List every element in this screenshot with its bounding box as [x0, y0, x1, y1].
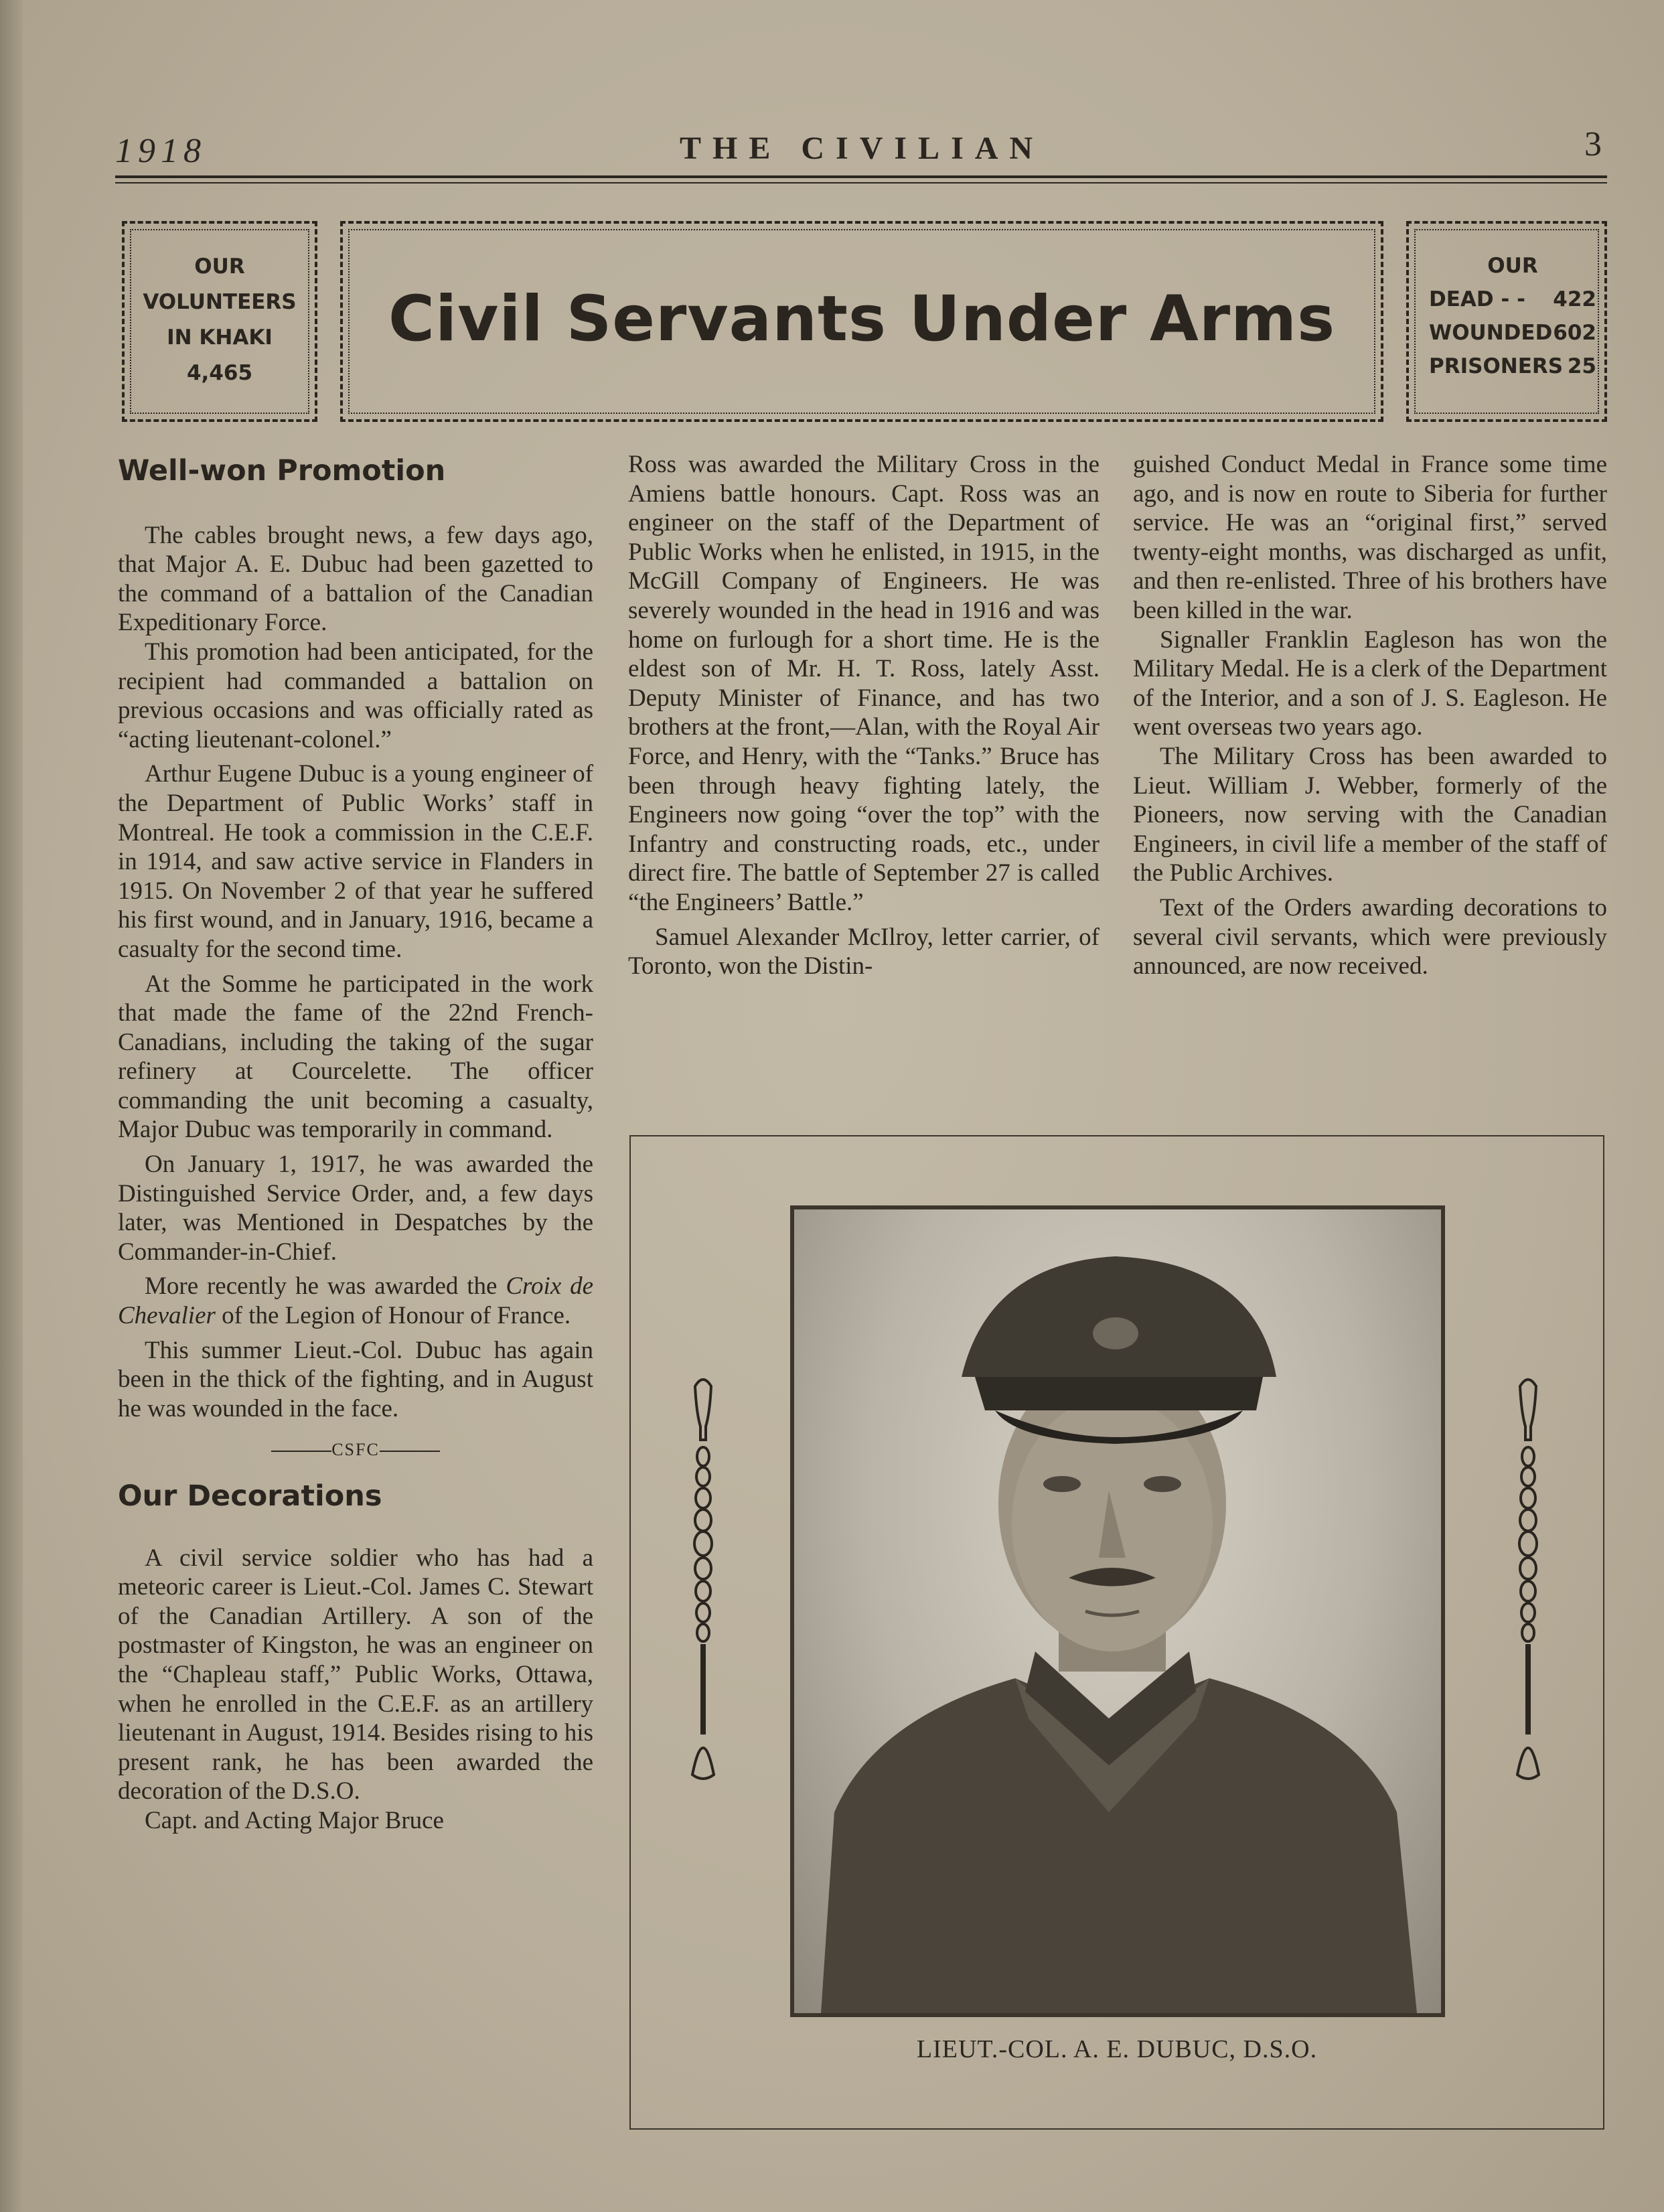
ornament-left-icon — [683, 1373, 723, 1788]
stat-row-prisoners — [1429, 350, 1596, 383]
photo-caption: LIEUT.-COL. A. E. DUBUC, D.S.O. — [916, 2035, 1318, 2063]
article-paragraph-legion: More recently he was awarded the Croix de Chevalier of the Legion of Honour of France. — [118, 1272, 593, 1330]
stat-row-dead — [1429, 283, 1596, 316]
header-year: 1918 — [115, 132, 206, 170]
stat-value: 602 — [1553, 321, 1596, 345]
article-paragraph: The Military Cross has been awarded to Lieut. William J. Webber, formerly of the Pioneers, now serving with the Canadian Engineers, in civil life a member of the staff of the Public Archives. — [1133, 742, 1607, 887]
stat-label: DEAD - - — [1429, 287, 1525, 311]
article-paragraph: guished Conduct Medal in France some time ago, and is now en route to Siberia for further service. He was an “original first,” served twenty-eight months, was discharged as unfit, and then re-enlisted. Three of his brothers have been killed in the war. — [1133, 451, 1607, 624]
article-paragraph: The cables brought news, a few days ago, that Major A. E. Dubuc had been gazetted to the command of a battalion of the Canadian Expeditionary Force. — [118, 521, 593, 637]
article-heading-decorations: Our Decorations — [118, 1479, 382, 1513]
header-rule-thin — [115, 182, 1607, 183]
stat-label: PRISONERS — [1429, 354, 1564, 378]
casualty-stats — [1429, 249, 1596, 383]
publication-title: THE CIVILIAN — [680, 131, 1045, 166]
article-paragraph: This promotion had been anticipated, for the recipient had commanded a battalion on previous occasions and was officially rated as “acting lieutenant-colonel.” — [118, 638, 593, 753]
article-paragraph: Ross was awarded the Military Cross in the Amiens battle honours. Capt. Ross was an engineer on the staff of the Department of Public Works when he enlisted, in 1915, in the McGill Company of Engineers. He was severely wounded in the head in 1916 and was home on furlough for a short time. He is the eldest son of Mr. H. T. Ross, lately Asst. Deputy Minister of Finance, and has two brothers at the front,—Alan, with the Royal Air Force, and Henry, with the “Tanks.” Bruce has been through heavy fighting lately, the Engineers now going “over the top” with the Infantry and constructing roads, etc., under direct fire. The battle of September 27 is called “the Engineers’ Battle.” — [628, 451, 1100, 916]
volunteers-line-1: OUR — [194, 254, 245, 279]
banner-title: Civil Servants Under Arms — [388, 283, 1336, 356]
portrait-photo — [790, 1205, 1445, 2017]
article-paragraph: On January 1, 1917, he was awarded the Distinguished Service Order, and, a few days later, was Mentioned in Despatches by the Commander-in-Chief. — [118, 1151, 593, 1266]
article-paragraph: Capt. and Acting Major Bruce — [145, 1806, 444, 1834]
column-2 — [628, 450, 1100, 981]
column-1 — [118, 454, 593, 1836]
page-number: 3 — [1584, 125, 1602, 163]
article-paragraph: Signaller Franklin Eagleson has won the Military Medal. He is a clerk of the Department of the Interior, and a son of J. S. Eagleson. He went overseas two years ago. — [1133, 625, 1607, 741]
stat-value: 25 — [1567, 354, 1596, 378]
volunteers-count: 4,465 — [186, 361, 253, 385]
officer-portrait-icon — [794, 1209, 1441, 2013]
binding-edge — [0, 0, 23, 2212]
article-paragraph: A civil service soldier who has had a meteoric career is Lieut.-Col. James C. Stewart of the Canadian Artillery. A son of the postmaster of Kingston, he was an engineer on the “Chapleau staff,” Public Works, Ottawa, when he enrolled in the C.E.F. as an artillery lieutenant in August, 1914. Besides rising to his present rank, he has been awarded the decoration of the D.S.O. — [118, 1544, 593, 1805]
ornament-right-icon — [1508, 1373, 1548, 1788]
stat-label: WOUNDED — [1429, 321, 1553, 345]
header-rule — [115, 175, 1607, 178]
stat-row-wounded — [1429, 316, 1596, 350]
volunteers-box — [122, 221, 317, 422]
section-separator: CSFC — [118, 1435, 593, 1465]
volunteers-line-3: IN KHAKI — [167, 325, 273, 350]
banner-title-box — [340, 221, 1383, 422]
article-paragraph: This summer Lieut.-Col. Dubuc has again been in the thick of the fighting, and in August he was wounded in the face. — [118, 1336, 593, 1422]
stats-heading: OUR — [1487, 254, 1538, 278]
stat-value: 422 — [1553, 287, 1596, 311]
column-3 — [1133, 450, 1607, 981]
article-paragraph: At the Somme he participated in the work that made the fame of the 22nd French-Canadians, including the taking of the sugar refinery at Courcelette. The officer commanding the unit becoming a casualty, Major Dubuc was temporarily in command. — [118, 970, 593, 1144]
volunteers-line-2: VOLUNTEERS — [143, 290, 297, 314]
article-heading-promotion: Well-won Promotion — [118, 454, 446, 488]
article-paragraph: Text of the Orders awarding decorations to several civil servants, which were previously announced, are now received. — [1133, 893, 1607, 980]
casualties-box — [1406, 221, 1607, 422]
article-paragraph: Samuel Alexander McIlroy, letter carrier, of Toronto, won the Distin- — [628, 923, 1100, 980]
article-paragraph: Arthur Eugene Dubuc is a young engineer of the Department of Public Works’ staff in Montreal. He took a commission in the C.E.F. in 1914, and saw active service in Flanders in 1915. On November 2 of that year he suffered his first wound, and in January, 1916, became a casualty for the second time. — [118, 760, 593, 963]
